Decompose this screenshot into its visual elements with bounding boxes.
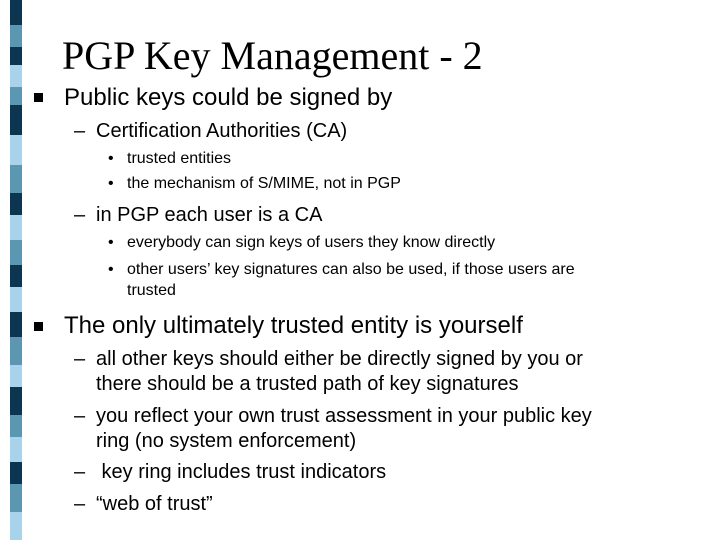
slide-title: PGP Key Management - 2: [62, 33, 483, 78]
item-other-signatures-cont: trusted: [127, 282, 176, 299]
bullet-public-keys: Public keys could be signed by: [64, 84, 393, 111]
item-trusted-entities: • trusted entities: [108, 150, 232, 167]
sub-bullet-trust-indicators: – key ring includes trust indicators: [74, 461, 386, 484]
item-smime-mechanism: • the mechanism of S/MIME, not in PGP: [108, 175, 401, 192]
sub-bullet-user-ca: – in PGP each user is a CA: [74, 204, 322, 227]
item-other-signatures: • other users’ key signatures can also be used, if those users are: [108, 261, 575, 278]
square-bullet-icon: [34, 93, 43, 102]
sub-bullet-other-keys-cont: there should be a trusted path of key signatures: [96, 373, 519, 395]
sub-bullet-trust-assessment: – you reflect your own trust assessment in your public key: [74, 405, 592, 428]
decorative-color-strip: [0, 0, 22, 540]
sub-bullet-ca: – Certification Authorities (CA): [74, 120, 347, 143]
sub-bullet-other-keys: – all other keys should either be directly signed by you or: [74, 348, 583, 371]
sub-bullet-trust-assessment-cont: ring (no system enforcement): [96, 430, 357, 452]
square-bullet-icon: [34, 322, 43, 331]
item-sign-keys: • everybody can sign keys of users they know directly: [108, 234, 496, 251]
sub-bullet-web-of-trust: – “web of trust”: [74, 493, 213, 516]
bullet-trusted-self: The only ultimately trusted entity is yourself: [64, 312, 523, 339]
